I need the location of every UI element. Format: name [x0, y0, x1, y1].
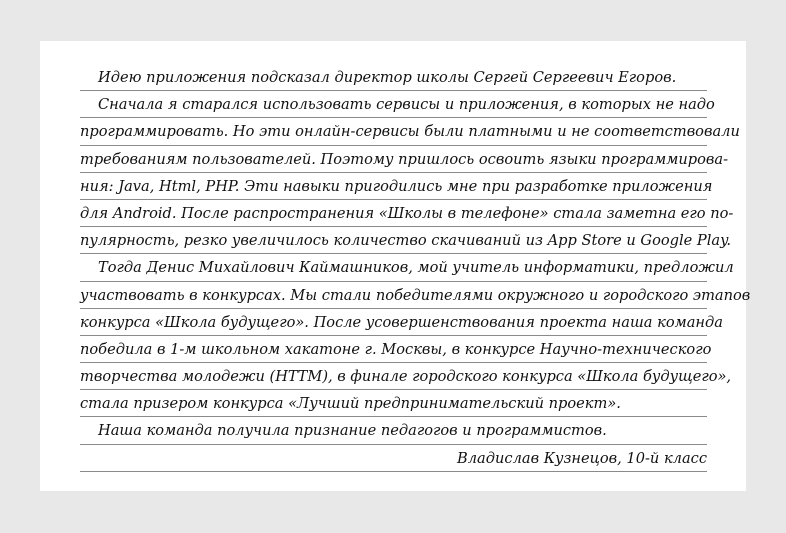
text-line [80, 91, 715, 118]
text-line-content: программировать. Но эти онлайн-сервисы были платными и не соответствовали [80, 123, 740, 141]
text-line-content: пулярность, резко увеличилось количество скачиваний из App Store и Google Play. [80, 232, 732, 250]
author-signature-text: Владислав Кузнецов, 10-й класс [457, 449, 707, 467]
text-line-content: Сначала я старался использовать сервисы и приложения, в которых не надо [98, 96, 715, 114]
text-line [80, 118, 740, 145]
text-line-content: требованиям пользователей. Поэтому пришлось освоить языки программирова- [80, 150, 728, 168]
text-block [80, 64, 751, 472]
text-line [80, 64, 707, 91]
author-signature [80, 445, 707, 472]
text-line [80, 146, 728, 173]
text-line [80, 200, 734, 227]
text-line-content: участвовать в конкурсах. Мы стали победителями окружного и городского этапов [80, 286, 751, 304]
text-line [80, 390, 707, 417]
text-line [80, 282, 751, 309]
text-line-content: стала призером конкурса «Лучший предпринимательский проект». [80, 395, 621, 413]
text-line-content: Тогда Денис Михайлович Каймашников, мой учитель информатики, предложил [98, 259, 734, 277]
text-line-content: творчества молодежи (НТТМ), в финале городского конкурса «Школа будущего», [80, 368, 732, 386]
text-line-content: ния: Java, Html, PHP. Эти навыки пригодились мне при разработке приложения [80, 177, 713, 195]
document-page [40, 41, 751, 491]
text-line [80, 336, 712, 363]
text-line [80, 417, 707, 444]
text-line-content: для Android. После распространения «Школы в телефоне» стала заметна его по- [80, 204, 734, 222]
text-line-content: победила в 1-м школьном хакатоне г. Москвы, в конкурсе Научно-технического [80, 340, 712, 358]
text-line [80, 254, 734, 281]
text-line [80, 227, 732, 254]
text-line [80, 173, 713, 200]
text-line-content: Наша команда получила признание педагогов и программистов. [98, 422, 607, 440]
text-line [80, 363, 732, 390]
text-line [80, 309, 723, 336]
text-line-content: Идею приложения подсказал директор школы Сергей Сергеевич Егоров. [98, 69, 677, 86]
text-line-content: конкурса «Школа будущего». После усовершенствования проекта наша команда [80, 313, 723, 331]
